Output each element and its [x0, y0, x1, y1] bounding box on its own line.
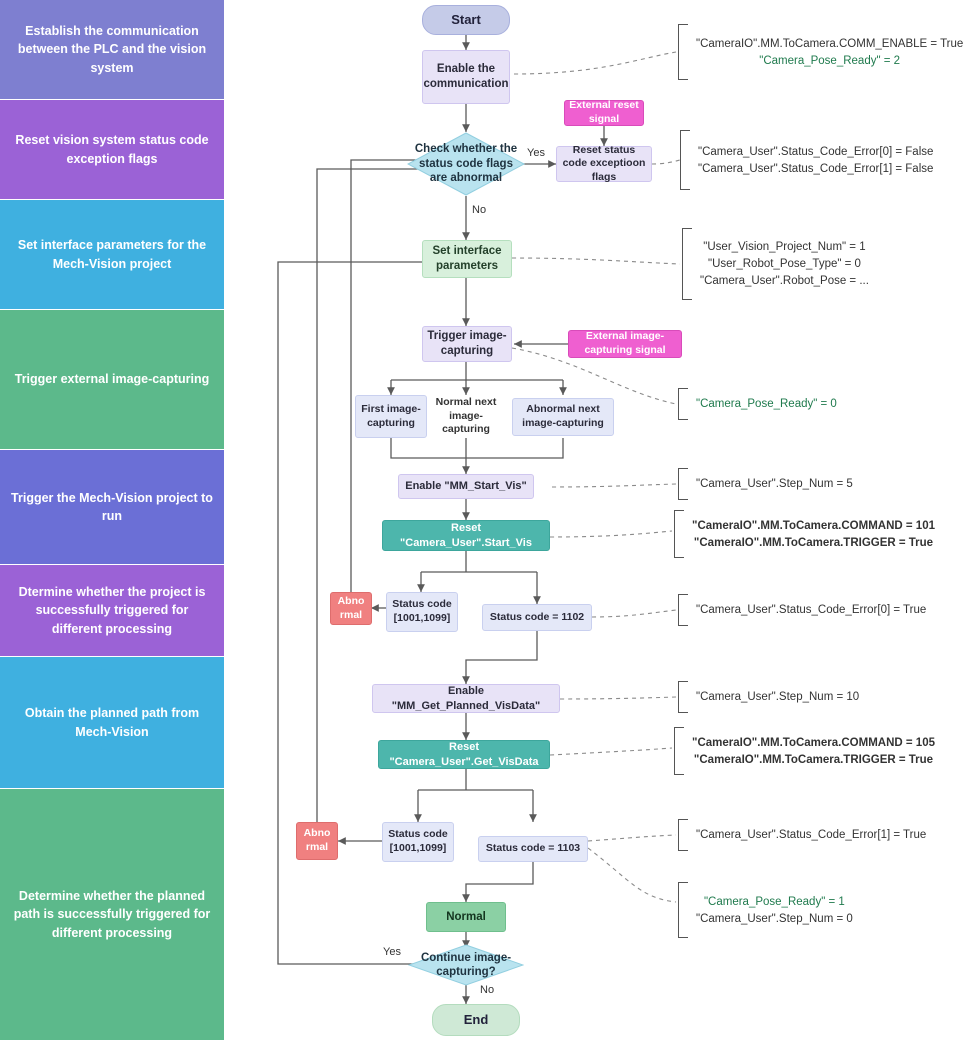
edge-label-no-status	[472, 204, 486, 216]
annotation-pose-ready-0	[678, 388, 837, 420]
stage-label: Obtain the planned path from Mech-Vision	[24, 706, 200, 739]
node-label: End	[463, 1011, 489, 1027]
stage-trigger-capture	[0, 310, 224, 450]
annotation-error1-true	[678, 819, 926, 851]
edge-label-text: No	[472, 204, 487, 216]
annotation-line: "Camera_Pose_Ready" = 2	[759, 54, 901, 67]
node-label: Status code [1001,1099]	[388, 828, 448, 854]
bracket	[682, 228, 692, 300]
node-label: Normal next image-capturing	[435, 396, 497, 436]
stage-determine-project	[0, 565, 224, 657]
edge-label-no-continue	[480, 984, 494, 996]
annotation-line: "Camera_User".Robot_Pose = ...	[700, 275, 869, 287]
annotation-line: "Camera_User".Status_Code_Error[0] = True	[696, 604, 927, 616]
annotation-line: "Camera_User".Step_Num = 10	[696, 691, 860, 703]
node-label: Check whether the status code flags are abnormal	[414, 143, 518, 185]
node-abnormal-1[interactable]	[330, 592, 372, 625]
node-set-interface-parameters[interactable]	[422, 240, 512, 278]
annotation-line: "Camera_User".Status_Code_Error[1] = True	[696, 829, 927, 841]
node-label: External reset signal	[569, 99, 639, 125]
node-check-status-code[interactable]	[407, 132, 525, 196]
stage-label: Determine whether the planned path is successfully triggered for different processing	[13, 889, 211, 940]
annotation-reset-flags	[680, 130, 933, 190]
node-start[interactable]	[422, 5, 510, 35]
stage-label: Establish the communication between the PLC and the vision system	[17, 24, 207, 75]
node-trigger-image-capturing[interactable]	[422, 326, 512, 362]
stage-label: Set interface parameters for the Mech-Vision project	[17, 238, 207, 271]
node-status-code-1102[interactable]	[482, 604, 592, 631]
annotation-error0-true	[678, 594, 926, 626]
bracket	[680, 130, 690, 190]
annotation-line: "Camera_User".Status_Code_Error[0] = False	[698, 145, 934, 158]
node-label: Start	[451, 11, 481, 27]
stage-reset-flags	[0, 100, 224, 200]
node-label: Enable the communication	[423, 63, 509, 90]
edge-label-text: Yes	[383, 946, 401, 958]
annotation-line: "Camera_Pose_Ready" = 1	[703, 895, 845, 908]
node-label: Trigger image-capturing	[427, 330, 507, 357]
edge-label-yes-continue	[383, 946, 401, 958]
annotation-line: "Camera_User".Step_Num = 5	[696, 478, 853, 490]
annotation-step-num-10	[678, 681, 859, 713]
node-normal-next-capturing[interactable]	[428, 395, 504, 438]
node-enable-communication[interactable]	[422, 50, 510, 104]
stage-communication	[0, 0, 224, 100]
annotation-line: "Camera_Pose_Ready" = 0	[696, 398, 837, 410]
node-normal[interactable]	[426, 902, 506, 932]
node-reset-start-vis[interactable]	[382, 520, 550, 551]
stage-label: Reset vision system status code exception flags	[15, 133, 209, 166]
bracket	[678, 468, 688, 500]
annotation-command-101	[674, 510, 935, 558]
node-label: Set interface parameters	[432, 245, 502, 272]
node-status-code-1103[interactable]	[478, 836, 588, 862]
bracket	[678, 882, 688, 938]
node-label: Normal	[446, 910, 486, 923]
node-label: Status code = 1103	[485, 842, 581, 855]
node-enable-mm-start-vis[interactable]	[398, 474, 534, 499]
node-status-code-range-2[interactable]	[382, 822, 454, 862]
stage-label: Dtermine whether the project is successfully triggered for different processing	[18, 585, 206, 636]
annotation-line: "CameraIO".MM.ToCamera.TRIGGER = True	[693, 536, 934, 549]
annotation-comm-enable	[678, 24, 963, 80]
node-label: Reset "Camera_User".Start_Vis	[400, 522, 532, 549]
node-label: Continue image-capturing?	[420, 951, 512, 978]
bracket	[674, 510, 684, 558]
node-label: External image-capturing signal	[584, 330, 666, 356]
node-label: Abno rmal	[303, 827, 331, 853]
annotation-interface-params	[682, 228, 869, 300]
node-continue-image-capturing[interactable]	[408, 944, 524, 986]
node-reset-get-visdata[interactable]	[378, 740, 550, 769]
node-label: Reset "Camera_User".Get_VisData	[389, 741, 539, 768]
node-external-capturing-signal[interactable]	[568, 330, 682, 358]
node-reset-status-flags[interactable]	[556, 143, 652, 183]
bracket	[678, 594, 688, 626]
annotation-line: "User_Robot_Pose_Type" = 0	[707, 258, 861, 270]
node-label: Status code [1001,1099]	[392, 598, 452, 624]
stage-determine-path	[0, 789, 224, 1041]
node-status-code-range-1[interactable]	[386, 592, 458, 632]
annotation-line: "Camera_User".Step_Num = 0	[696, 912, 853, 925]
node-end[interactable]	[432, 1004, 520, 1036]
node-label: Enable "MM_Start_Vis"	[405, 480, 527, 493]
annotation-line: "Camera_User".Status_Code_Error[1] = False	[698, 162, 934, 175]
bracket	[674, 727, 684, 775]
edge-label-text: Yes	[527, 147, 545, 159]
node-first-image-capturing[interactable]	[355, 395, 427, 438]
stage-trigger-project	[0, 450, 224, 565]
node-abnormal-next-capturing[interactable]	[512, 398, 614, 436]
node-label: Abnormal next image-capturing	[522, 403, 604, 429]
edge-label-yes-status	[527, 147, 545, 159]
stage-obtain-path	[0, 657, 224, 789]
node-abnormal-2[interactable]	[296, 822, 338, 860]
node-external-reset-signal[interactable]	[564, 100, 644, 126]
node-label: Abno rmal	[337, 594, 365, 621]
annotation-command-105	[674, 727, 935, 775]
edge-label-text: No	[480, 984, 495, 996]
bracket	[678, 24, 688, 80]
stage-label: Trigger the Mech-Vision project to run	[11, 490, 213, 523]
bracket	[678, 819, 688, 851]
annotation-line: "CameraIO".MM.ToCamera.COMMAND = 105	[692, 736, 935, 749]
node-enable-get-planned-visdata[interactable]	[372, 684, 560, 713]
bracket	[678, 681, 688, 713]
node-label: Enable "MM_Get_Planned_VisData"	[391, 685, 541, 712]
annotation-line: "CameraIO".MM.ToCamera.TRIGGER = True	[693, 753, 934, 766]
annotation-step-num-5	[678, 468, 853, 500]
stage-label: Trigger external image-capturing	[14, 372, 210, 387]
annotation-line: "CameraIO".MM.ToCamera.COMMAND = 101	[692, 519, 935, 532]
node-label: Reset status code exceptioon flags	[562, 143, 646, 183]
bracket	[678, 388, 688, 420]
stage-interface-params	[0, 200, 224, 310]
annotation-line: "User_Vision_Project_Num" = 1	[703, 241, 866, 253]
node-label: Status code = 1102	[489, 610, 585, 623]
annotation-line: "CameraIO".MM.ToCamera.COMM_ENABLE = True	[696, 37, 964, 50]
annotation-pose-ready-1	[678, 882, 853, 938]
node-label: First image-capturing	[361, 402, 421, 429]
